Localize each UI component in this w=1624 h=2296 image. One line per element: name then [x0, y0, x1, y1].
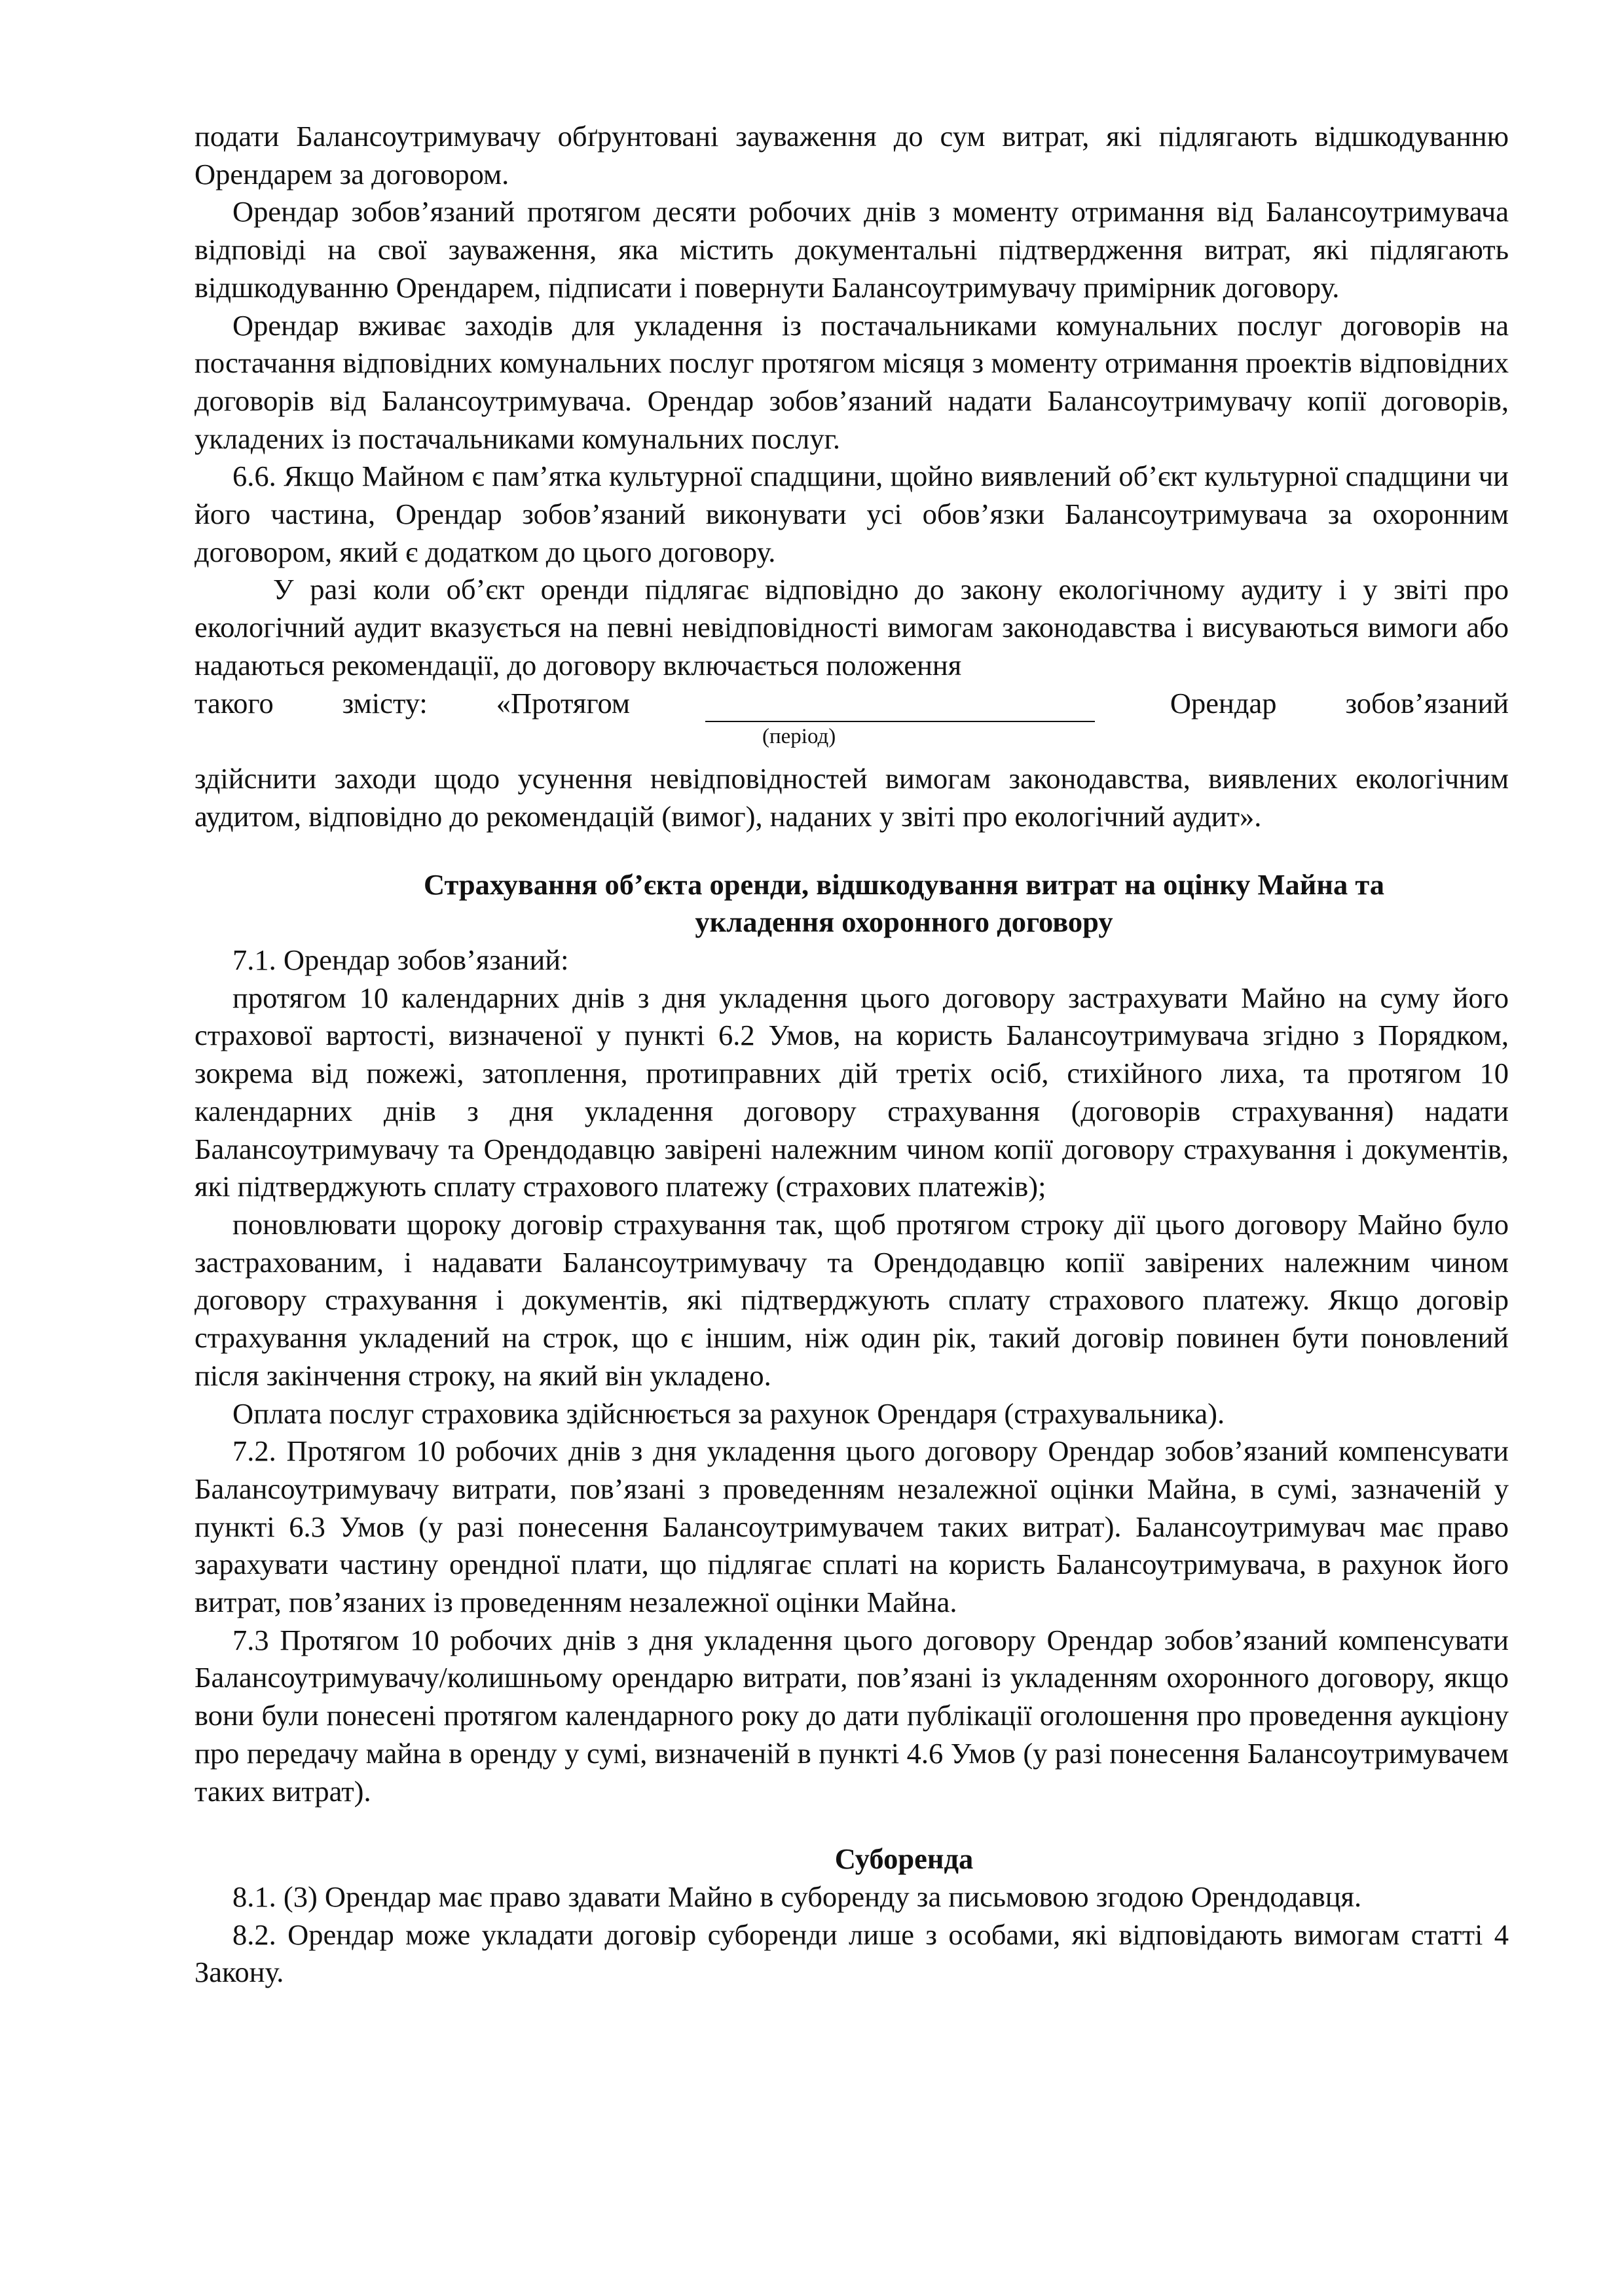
document-page — [194, 118, 1509, 1992]
period-caption: (період) — [762, 725, 836, 749]
period-blank — [705, 692, 1095, 722]
paragraph-eco-audit-end: здійснити заходи щодо усунення невідповідностей вимогам законодавства, виявлених екологічним аудитом, відповідно до рекомендацій (вимог), наданих у звіті про екологічний аудит». — [194, 762, 1509, 833]
paragraph-remarks: подати Балансоутримувачу обґрунтовані зауваження до сум витрат, які підлягають відшкодуванню Орендарем за договором. — [194, 120, 1509, 191]
section-8-title: Суборенда — [834, 1842, 974, 1876]
paragraph-renew-insurance: поновлювати щороку договір страхування так, щоб протягом строку дії цього договору Майно було застрахованим, і надавати Балансоутримувачу та Орендодавцю копії завірених належним чином договору страхування і документів, які підтверджують сплату страхового платежу. Якщо договір страхування укладений на строк, що є іншим, ніж один рік, такий договір повинен бути поновлений після закінчення строку, на який він укладено. — [194, 1207, 1509, 1392]
spacer — [194, 836, 1509, 866]
paragraph-eco-audit: У разі коли об’єкт оренди підлягає відповідно до закону екологічному аудиту і у звіті про екологічний аудит вказується на певні невідповідності вимогам законодавства і висуваються вимоги або надаються рекомендації, до договору включається положення — [194, 573, 1509, 682]
section-7-title-line-1: Страхування об’єкта оренди, відшкодування витрат на оцінку Майна та — [423, 867, 1385, 901]
blank-line-word: «Протягом — [496, 686, 631, 720]
eco-blank-line — [194, 685, 1509, 723]
section-7-title-line-2: укладення охоронного договору — [695, 905, 1113, 939]
paragraph-sign-copy: Орендар зобов’язаний протягом десяти робочих днів з моменту отримання від Балансоутримувача відповіді на свої зауваження, яка містить документальні підтвердження витрат, які підлягають відшкодуванню Орендарем, підписати і повернути Балансоутримувачу примірник договору. — [194, 195, 1509, 304]
paragraph-7-3: 7.3 Протягом 10 робочих днів з дня укладення цього договору Орендар зобов’язаний компенсувати Балансоутримувачу/колишньому орендарю витрати, пов’язані із укладенням охоронного договору, якщо вони були понесені протягом календарного року до дати публікації оголошення про проведення аукціону про передачу майна в оренду у сумі, визначеній в пункті 4.6 Умов (у разі понесення Балансоутримувачем таких витрат). — [194, 1623, 1509, 1808]
blank-line-word: такого — [194, 686, 274, 720]
blank-line-word: Орендар — [1170, 686, 1277, 720]
blank-line-word: змісту: — [342, 686, 428, 720]
paragraph-utilities: Орендар вживає заходів для укладення із постачальниками комунальних послуг договорів на постачання відповідних комунальних послуг протягом місяця з моменту отримання проектів відповідних договорів від Балансоутримувача. Орендар зобов’язаний надати Балансоутримувачу копії договорів, укладених із постачальниками комунальних послуг. — [194, 308, 1509, 455]
paragraph-8-1: 8.1. (3) Орендар має право здавати Майно в суборенду за письмовою згодою Орендодавця. — [232, 1880, 1362, 1913]
paragraph-7-1: 7.1. Орендар зобов’язаний: — [232, 943, 569, 977]
blank-line-word: зобов’язаний — [1345, 686, 1509, 720]
paragraph-insurance: протягом 10 календарних днів з дня укладення цього договору застрахувати Майно на суму його страхової вартості, визначеної у пункті 6.2 Умов, на користь Балансоутримувача згідно з Порядком, зокрема від пожежі, затоплення, протиправних дій третіх осіб, стихійного лиха, та протягом 10 календарних днів з дня укладення договору страхування (договорів страхування) надати Балансоутримувачу та Орендодавцю завірені належним чином копії договору страхування і документів, які підтверджують сплату страхового платежу (страхових платежів); — [194, 981, 1509, 1203]
paragraph-8-2: 8.2. Орендар може укладати договір суборенди лише з особами, які відповідають вимогам статті 4 Закону. — [194, 1918, 1509, 1989]
spacer — [194, 1810, 1509, 1840]
paragraph-7-2: 7.2. Протягом 10 робочих днів з дня укладення цього договору Орендар зобов’язаний компенсувати Балансоутримувачу витрати, пов’язані з проведенням незалежної оцінки Майна, в сумі, зазначеній у пункті 6.3 Умов (у разі понесення Балансоутримувачем таких витрат). Балансоутримувач має право зарахувати частину орендної плати, що підлягає сплаті на користь Балансоутримувача, в рахунок його витрат, пов’язаних із проведенням незалежної оцінки Майна. — [194, 1434, 1509, 1619]
paragraph-6-6: 6.6. Якщо Майном є пам’ятка культурної спадщини, щойно виявлений об’єкт культурної спадщини чи його частина, Орендар зобов’язаний виконувати усі обов’язки Балансоутримувача за охоронним договором, який є додатком до цього договору. — [194, 460, 1509, 568]
paragraph-insurer-payment: Оплата послуг страховика здійснюється за рахунок Орендаря (страхувальника). — [232, 1396, 1225, 1430]
